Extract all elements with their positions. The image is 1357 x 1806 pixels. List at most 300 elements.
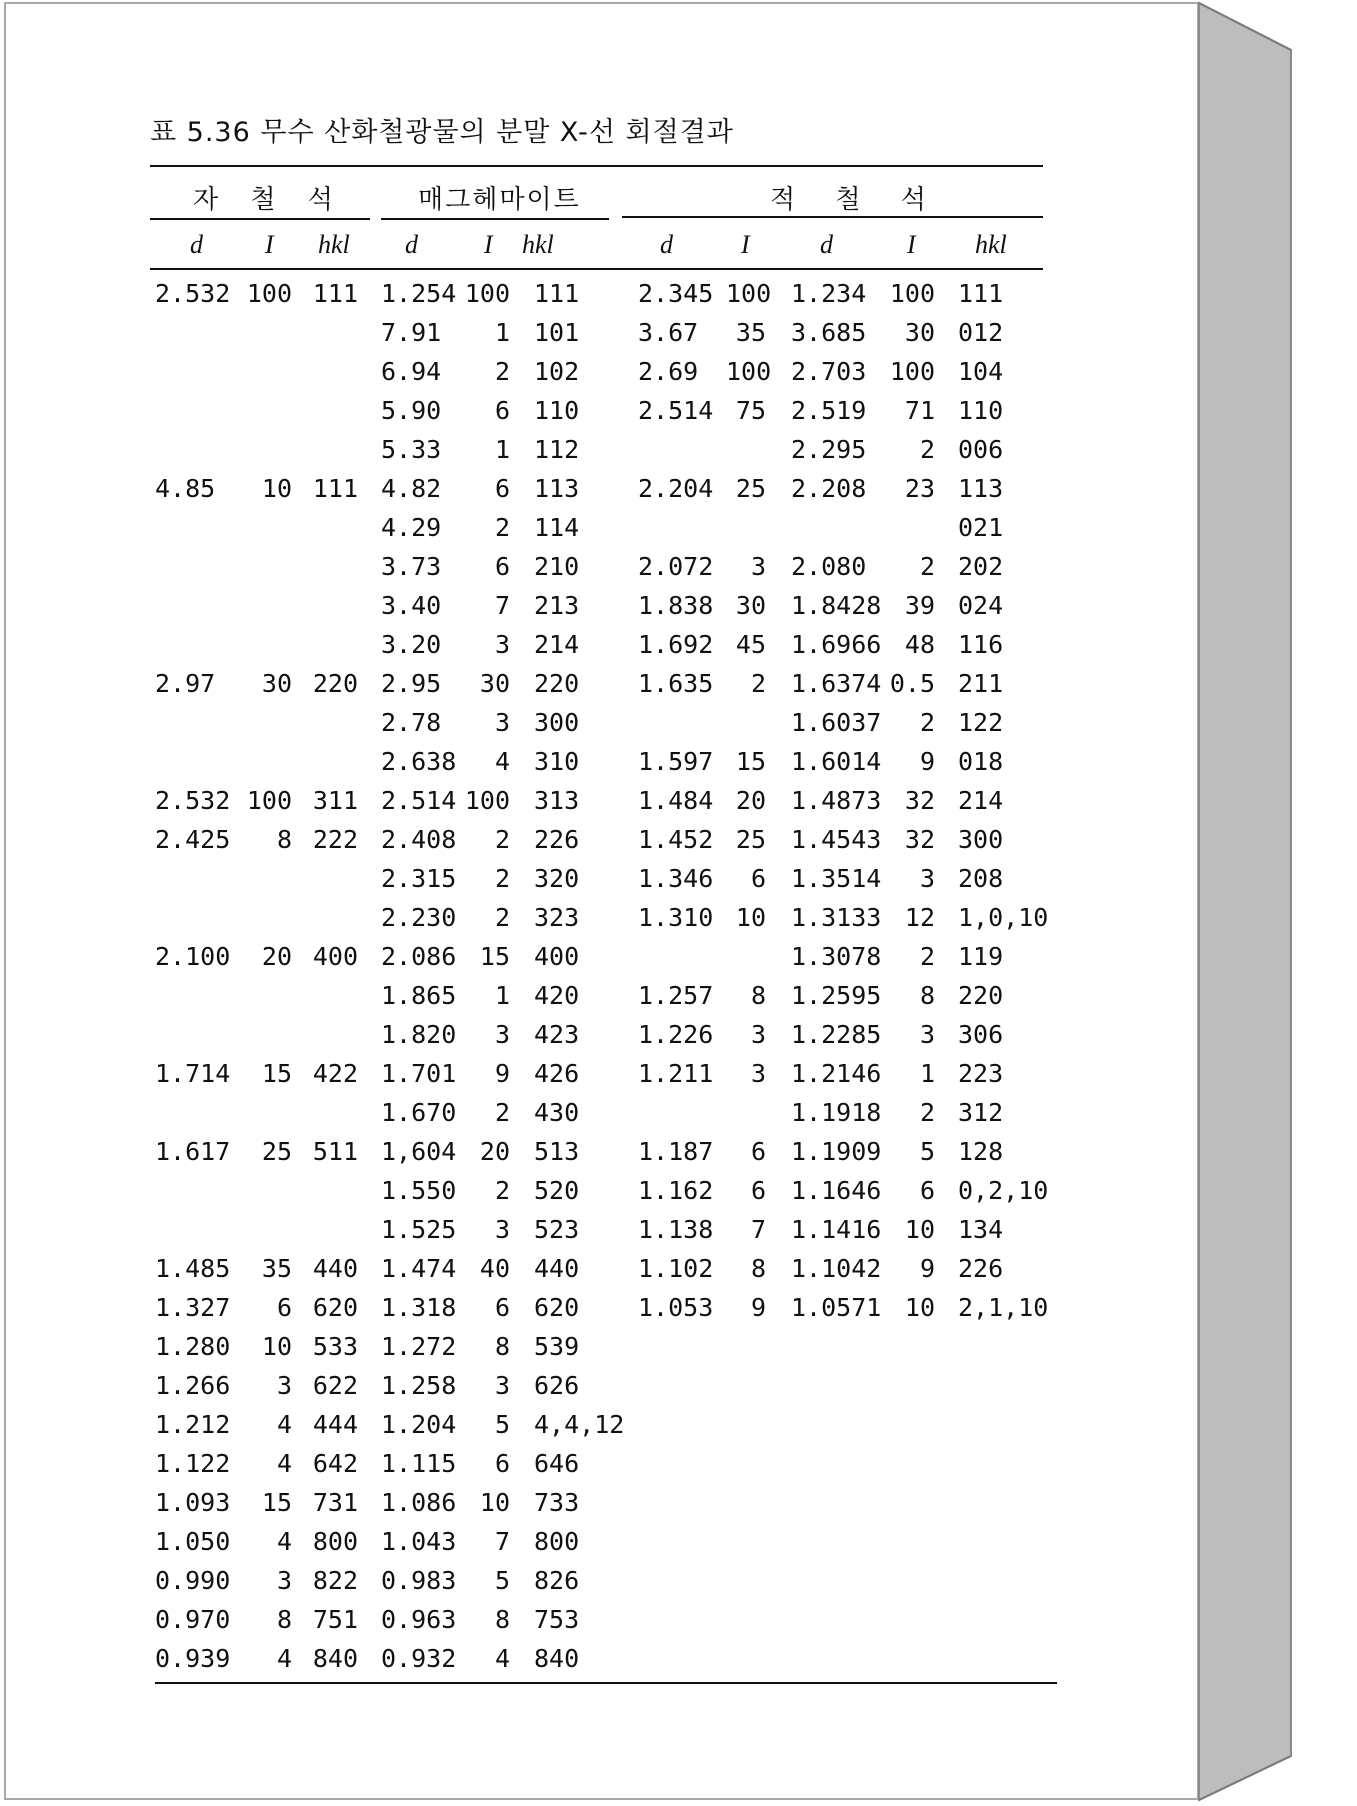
table-row	[0, 1483, 1357, 1522]
cell-hem-i2: 12	[904, 903, 935, 932]
cell-mgh-d: 1.043	[381, 1527, 457, 1556]
cell-hem-d1	[638, 1405, 728, 1444]
cell-hem-i2: 9	[919, 1254, 935, 1283]
cell-mag-i	[240, 1210, 292, 1249]
cell-hem-d2	[791, 1561, 881, 1600]
col-head-hematite-d1: d	[660, 230, 673, 259]
cell-mag-d: 2.425	[155, 825, 231, 854]
cell-mgh-hkl: 310	[534, 747, 580, 776]
cell-hem-i1	[726, 1639, 766, 1678]
cell-mgh-d: 7.91	[381, 318, 442, 347]
cell-mgh-i: 3	[494, 1215, 510, 1244]
cell-mgh-hkl: 620	[534, 1293, 580, 1322]
cell-hem-i2: 1	[919, 1059, 935, 1088]
cell-hem-hkl: 024	[958, 591, 1004, 620]
cell-mag-i	[240, 859, 292, 898]
cell-hem-i1: 7	[750, 1215, 766, 1244]
cell-hem-d1: 1.838	[638, 591, 714, 620]
cell-mag-hkl: 622	[312, 1371, 358, 1400]
cell-mag-hkl	[312, 859, 358, 898]
cell-mag-hkl: 840	[312, 1644, 358, 1673]
cell-mgh-i: 100	[464, 279, 510, 308]
cell-mag-i: 3	[276, 1371, 292, 1400]
cell-mgh-d: 0.983	[381, 1566, 457, 1595]
cell-hem-d1	[638, 1366, 728, 1405]
cell-mag-hkl: 440	[312, 1254, 358, 1283]
cell-hem-i1: 6	[750, 1176, 766, 1205]
cell-mgh-d: 1.086	[381, 1488, 457, 1517]
group-rule-hematite	[622, 216, 1043, 218]
cell-hem-d1: 1.211	[638, 1059, 714, 1088]
cell-mgh-hkl: 826	[534, 1566, 580, 1595]
cell-hem-d1: 1.692	[638, 630, 714, 659]
cell-hem-d2: 1.234	[791, 279, 867, 308]
cell-mgh-i: 3	[494, 1371, 510, 1400]
cell-hem-d2: 1.2285	[791, 1020, 882, 1049]
cell-mgh-d: 2.408	[381, 825, 457, 854]
cell-mag-i: 15	[261, 1059, 292, 1088]
group-header-hematite: 적 철 석	[770, 185, 942, 215]
table-row	[0, 1444, 1357, 1483]
cell-hem-i1	[726, 703, 766, 742]
cell-mag-hkl: 822	[312, 1566, 358, 1595]
cell-mgh-i: 6	[494, 552, 510, 581]
cell-mgh-hkl: 313	[534, 786, 580, 815]
cell-mgh-i: 6	[494, 396, 510, 425]
cell-hem-i1	[726, 1600, 766, 1639]
cell-mag-i	[240, 352, 292, 391]
cell-mgh-i: 8	[494, 1605, 510, 1634]
cell-hem-i1: 30	[735, 591, 766, 620]
col-head-hematite-d2: d	[820, 230, 833, 259]
cell-mgh-i: 20	[479, 1137, 510, 1166]
cell-hem-d2: 2.519	[791, 396, 867, 425]
group-rule-magnetite	[150, 218, 370, 220]
cell-mgh-hkl: 226	[534, 825, 580, 854]
cell-hem-d2	[791, 1483, 881, 1522]
cell-mgh-i: 30	[479, 669, 510, 698]
cell-hem-d1	[638, 1639, 728, 1678]
cell-mag-d	[155, 391, 230, 430]
table-row	[0, 586, 1357, 625]
cell-mgh-d: 0.963	[381, 1605, 457, 1634]
cell-hem-hkl: 104	[958, 357, 1004, 386]
cell-hem-i2: 32	[904, 786, 935, 815]
cell-hem-i2: 32	[904, 825, 935, 854]
cell-mag-d	[155, 703, 230, 742]
cell-hem-i2: 0.5	[889, 669, 935, 698]
cell-hem-hkl	[958, 1483, 1058, 1522]
cell-mgh-hkl: 300	[534, 708, 580, 737]
cell-mag-i: 25	[261, 1137, 292, 1166]
cell-hem-d2: 1.6014	[791, 747, 882, 776]
cell-hem-i2: 48	[904, 630, 935, 659]
cell-mgh-i: 1	[494, 318, 510, 347]
cell-mgh-d: 1.258	[381, 1371, 457, 1400]
cell-mag-i	[240, 898, 292, 937]
cell-hem-d2	[791, 1405, 881, 1444]
cell-hem-hkl	[958, 1327, 1058, 1366]
col-head-maghemite-hkl: hkl	[522, 230, 554, 259]
table-row	[0, 898, 1357, 937]
cell-mgh-i: 3	[494, 708, 510, 737]
cell-mgh-d: 2.78	[381, 708, 442, 737]
cell-hem-d1: 3.67	[638, 318, 699, 347]
cell-mgh-i: 6	[494, 1293, 510, 1322]
table-row	[0, 547, 1357, 586]
cell-hem-i1	[726, 1483, 766, 1522]
cell-mgh-hkl: 210	[534, 552, 580, 581]
cell-mag-i	[240, 430, 292, 469]
cell-mag-i	[240, 703, 292, 742]
cell-hem-hkl	[958, 1366, 1058, 1405]
cell-hem-d2	[791, 1600, 881, 1639]
cell-hem-i2: 23	[904, 474, 935, 503]
group-header-magnetite: 자 철 석	[193, 185, 345, 215]
cell-mag-hkl: 400	[312, 942, 358, 971]
cell-mgh-d: 5.33	[381, 435, 442, 464]
cell-hem-d1	[638, 1444, 728, 1483]
table-row	[0, 1015, 1357, 1054]
cell-hem-d2: 1.3514	[791, 864, 882, 893]
cell-mag-hkl	[312, 625, 358, 664]
cell-hem-d2: 1.1646	[791, 1176, 882, 1205]
cell-mag-hkl	[312, 976, 358, 1015]
cell-hem-i2: 5	[919, 1137, 935, 1166]
cell-mgh-hkl: 101	[534, 318, 580, 347]
cell-mgh-d: 2.230	[381, 903, 457, 932]
cell-mag-i: 15	[261, 1488, 292, 1517]
cell-mag-hkl: 220	[312, 669, 358, 698]
cell-mag-hkl	[312, 508, 358, 547]
cell-mag-d: 1.327	[155, 1293, 231, 1322]
cell-hem-i2	[880, 1600, 935, 1639]
cell-mgh-d: 1.474	[381, 1254, 457, 1283]
cell-hem-d1	[638, 1093, 728, 1132]
cell-mag-hkl	[312, 352, 358, 391]
table-row	[0, 274, 1357, 313]
cell-hem-d2: 1.6037	[791, 708, 882, 737]
cell-hem-i1: 9	[750, 1293, 766, 1322]
cell-hem-d2	[791, 508, 881, 547]
cell-hem-i1	[726, 1561, 766, 1600]
cell-mgh-hkl: 113	[534, 474, 580, 503]
cell-mag-d	[155, 508, 230, 547]
cell-hem-d2	[791, 1327, 881, 1366]
cell-mag-i: 4	[276, 1644, 292, 1673]
cell-hem-hkl: 006	[958, 435, 1004, 464]
cell-mag-hkl: 444	[312, 1410, 358, 1439]
cell-mgh-i: 6	[494, 474, 510, 503]
table-row	[0, 703, 1357, 742]
table-row	[0, 469, 1357, 508]
cell-mag-d: 1.485	[155, 1254, 231, 1283]
cell-mgh-i: 40	[479, 1254, 510, 1283]
cell-hem-hkl: 122	[958, 708, 1004, 737]
cell-hem-d1	[638, 508, 728, 547]
cell-mgh-d: 1.820	[381, 1020, 457, 1049]
cell-hem-hkl: 0,2,10	[958, 1176, 1049, 1205]
cell-mgh-d: 1.254	[381, 279, 457, 308]
cell-mag-d	[155, 586, 230, 625]
cell-hem-i1	[726, 430, 766, 469]
cell-mag-i: 100	[246, 786, 292, 815]
cell-hem-i1: 3	[750, 552, 766, 581]
cell-hem-i1: 35	[735, 318, 766, 347]
table-row	[0, 1522, 1357, 1561]
cell-hem-i2: 2	[919, 708, 935, 737]
cell-mag-d	[155, 313, 230, 352]
cell-hem-i2: 100	[889, 357, 935, 386]
table-body	[0, 274, 1357, 1678]
cell-mgh-d: 1.318	[381, 1293, 457, 1322]
cell-mgh-hkl: 110	[534, 396, 580, 425]
cell-mgh-hkl: 753	[534, 1605, 580, 1634]
cell-hem-d1: 1.257	[638, 981, 714, 1010]
cell-mgh-i: 1	[494, 435, 510, 464]
table-row	[0, 1093, 1357, 1132]
cell-mgh-i: 2	[494, 1176, 510, 1205]
cell-mgh-d: 1.525	[381, 1215, 457, 1244]
cell-hem-d2: 1.1909	[791, 1137, 882, 1166]
cell-hem-d1: 2.072	[638, 552, 714, 581]
cell-hem-hkl	[958, 1522, 1058, 1561]
cell-hem-d1: 1.162	[638, 1176, 714, 1205]
cell-hem-i2: 9	[919, 747, 935, 776]
cell-hem-d2: 1.3133	[791, 903, 882, 932]
cell-hem-d2: 2.208	[791, 474, 867, 503]
cell-mag-d: 1.714	[155, 1059, 231, 1088]
table-row	[0, 1327, 1357, 1366]
table-row	[0, 1600, 1357, 1639]
col-head-magnetite-hkl: hkl	[318, 230, 350, 259]
cell-mgh-d: 1.272	[381, 1332, 457, 1361]
cell-hem-i1: 8	[750, 1254, 766, 1283]
cell-mgh-d: 2.638	[381, 747, 457, 776]
cell-hem-hkl: 226	[958, 1254, 1004, 1283]
cell-hem-d1	[638, 1600, 728, 1639]
cell-mgh-d: 1.670	[381, 1098, 457, 1127]
col-head-maghemite-i: I	[484, 230, 493, 259]
cell-mag-d: 1.093	[155, 1488, 231, 1517]
cell-mag-i	[240, 586, 292, 625]
col-head-maghemite-d: d	[405, 230, 418, 259]
cell-mag-i: 4	[276, 1527, 292, 1556]
group-rule-maghemite	[381, 218, 609, 220]
cell-mgh-i: 4	[494, 1644, 510, 1673]
cell-hem-i2	[880, 1327, 935, 1366]
cell-mag-hkl: 620	[312, 1293, 358, 1322]
cell-hem-d2	[791, 1639, 881, 1678]
cell-mgh-i: 2	[494, 513, 510, 542]
cell-hem-d1: 2.514	[638, 396, 714, 425]
cell-mgh-i: 1	[494, 981, 510, 1010]
cell-hem-i2: 3	[919, 1020, 935, 1049]
cell-hem-hkl	[958, 1639, 1058, 1678]
cell-mgh-i: 5	[494, 1566, 510, 1595]
cell-mag-d	[155, 1015, 230, 1054]
cell-mgh-d: 2.086	[381, 942, 457, 971]
cell-hem-i1: 75	[735, 396, 766, 425]
cell-mag-i	[240, 1093, 292, 1132]
cell-hem-d1	[638, 1561, 728, 1600]
cell-hem-i2: 8	[919, 981, 935, 1010]
cell-mag-d: 0.990	[155, 1566, 231, 1595]
cell-hem-i1	[726, 508, 766, 547]
cell-hem-i1: 15	[735, 747, 766, 776]
cell-mgh-d: 3.40	[381, 591, 442, 620]
cell-mgh-hkl: 733	[534, 1488, 580, 1517]
bottom-rule	[155, 1682, 1057, 1684]
cell-mag-d: 2.97	[155, 669, 216, 698]
cell-hem-i2: 2	[919, 942, 935, 971]
cell-hem-hkl: 223	[958, 1059, 1004, 1088]
cell-mgh-i: 5	[494, 1410, 510, 1439]
cell-hem-i1	[726, 1366, 766, 1405]
cell-mag-hkl: 751	[312, 1605, 358, 1634]
cell-hem-i2: 3	[919, 864, 935, 893]
cell-hem-d2: 1.1416	[791, 1215, 882, 1244]
cell-hem-i1: 25	[735, 474, 766, 503]
cell-hem-i2: 2	[919, 552, 935, 581]
cell-mgh-hkl: 626	[534, 1371, 580, 1400]
cell-hem-d1: 1.484	[638, 786, 714, 815]
cell-mgh-hkl: 214	[534, 630, 580, 659]
cell-mgh-d: 5.90	[381, 396, 442, 425]
cell-hem-hkl: 208	[958, 864, 1004, 893]
cell-mag-d: 1.122	[155, 1449, 231, 1478]
table-row	[0, 820, 1357, 859]
cell-mgh-i: 2	[494, 864, 510, 893]
cell-mag-d: 2.100	[155, 942, 231, 971]
cell-hem-d1: 2.345	[638, 279, 714, 308]
cell-mag-i	[240, 742, 292, 781]
cell-mag-hkl: 111	[312, 474, 358, 503]
cell-mgh-i: 7	[494, 1527, 510, 1556]
cell-mag-hkl: 800	[312, 1527, 358, 1556]
cell-mag-i	[240, 391, 292, 430]
cell-mgh-d: 1.701	[381, 1059, 457, 1088]
cell-mag-i: 3	[276, 1566, 292, 1595]
cell-mag-i: 100	[246, 279, 292, 308]
cell-mag-d	[155, 547, 230, 586]
cell-hem-d2: 1.3078	[791, 942, 882, 971]
cell-mag-d: 1.050	[155, 1527, 231, 1556]
cell-hem-d1: 1.226	[638, 1020, 714, 1049]
table-row	[0, 976, 1357, 1015]
cell-mag-i: 6	[276, 1293, 292, 1322]
cell-hem-d2: 2.080	[791, 552, 867, 581]
cell-mag-i: 10	[261, 1332, 292, 1361]
cell-hem-hkl: 018	[958, 747, 1004, 776]
cell-mag-hkl	[312, 1093, 358, 1132]
cell-mgh-i: 2	[494, 1098, 510, 1127]
cell-hem-hkl: 312	[958, 1098, 1004, 1127]
table-row	[0, 781, 1357, 820]
cell-mgh-hkl: 112	[534, 435, 580, 464]
cell-hem-d1	[638, 703, 728, 742]
cell-hem-i1	[726, 1405, 766, 1444]
cell-hem-d2	[791, 1366, 881, 1405]
col-head-magnetite-i: I	[265, 230, 274, 259]
cell-hem-i1: 100	[726, 279, 772, 308]
cell-mgh-d: 1,604	[381, 1137, 457, 1166]
cell-hem-d2: 1.4543	[791, 825, 882, 854]
cell-mgh-d: 0.932	[381, 1644, 457, 1673]
cell-hem-i2: 100	[889, 279, 935, 308]
group-header-maghemite: 매그헤마이트	[418, 185, 581, 215]
cell-hem-i1: 3	[750, 1059, 766, 1088]
col-head-magnetite-d: d	[190, 230, 203, 259]
cell-mag-d: 1.212	[155, 1410, 231, 1439]
cell-mgh-hkl: 4,4,12	[534, 1410, 625, 1439]
cell-mgh-d: 2.95	[381, 669, 442, 698]
cell-mgh-hkl: 423	[534, 1020, 580, 1049]
cell-hem-hkl: 211	[958, 669, 1004, 698]
cell-hem-d1	[638, 1483, 728, 1522]
cell-mag-d	[155, 859, 230, 898]
cell-hem-hkl	[958, 1600, 1058, 1639]
cell-hem-hkl	[958, 1561, 1058, 1600]
cell-mag-d: 1.266	[155, 1371, 231, 1400]
cell-hem-i1: 6	[750, 864, 766, 893]
cell-mag-i	[240, 508, 292, 547]
cell-mag-i: 4	[276, 1449, 292, 1478]
cell-mgh-d: 3.73	[381, 552, 442, 581]
cell-mag-hkl: 533	[312, 1332, 358, 1361]
cell-mgh-hkl: 400	[534, 942, 580, 971]
cell-mgh-hkl: 111	[534, 279, 580, 308]
cell-mag-d	[155, 430, 230, 469]
cell-mag-i	[240, 1015, 292, 1054]
cell-mgh-d: 1.115	[381, 1449, 457, 1478]
cell-mag-d	[155, 625, 230, 664]
cell-hem-i1	[726, 937, 766, 976]
table-row	[0, 1639, 1357, 1678]
cell-mag-hkl	[312, 898, 358, 937]
col-head-hematite-hkl: hkl	[975, 230, 1007, 259]
cell-mag-hkl: 222	[312, 825, 358, 854]
cell-hem-d2: 1.1918	[791, 1098, 882, 1127]
cell-hem-i1: 3	[750, 1020, 766, 1049]
cell-mag-hkl: 642	[312, 1449, 358, 1478]
cell-hem-i1: 100	[726, 357, 772, 386]
cell-mgh-hkl: 513	[534, 1137, 580, 1166]
cell-mag-i	[240, 313, 292, 352]
table-row	[0, 391, 1357, 430]
cell-mag-hkl	[312, 313, 358, 352]
cell-hem-i1: 10	[735, 903, 766, 932]
table-row	[0, 1132, 1357, 1171]
cell-hem-hkl: 113	[958, 474, 1004, 503]
cell-mag-i: 20	[261, 942, 292, 971]
cell-mag-d: 2.532	[155, 786, 231, 815]
cell-mag-d: 1.617	[155, 1137, 231, 1166]
cell-mag-hkl	[312, 1015, 358, 1054]
cell-mgh-hkl: 213	[534, 591, 580, 620]
cell-mgh-hkl: 102	[534, 357, 580, 386]
cell-mgh-i: 2	[494, 825, 510, 854]
cell-mgh-hkl: 320	[534, 864, 580, 893]
col-head-hematite-i2: I	[907, 230, 916, 259]
cell-hem-hkl: 306	[958, 1020, 1004, 1049]
cell-mgh-hkl: 840	[534, 1644, 580, 1673]
cell-hem-d1: 1.102	[638, 1254, 714, 1283]
cell-mgh-hkl: 426	[534, 1059, 580, 1088]
top-rule	[150, 165, 1043, 167]
cell-hem-i2: 2	[919, 435, 935, 464]
cell-hem-d2: 1.6966	[791, 630, 882, 659]
